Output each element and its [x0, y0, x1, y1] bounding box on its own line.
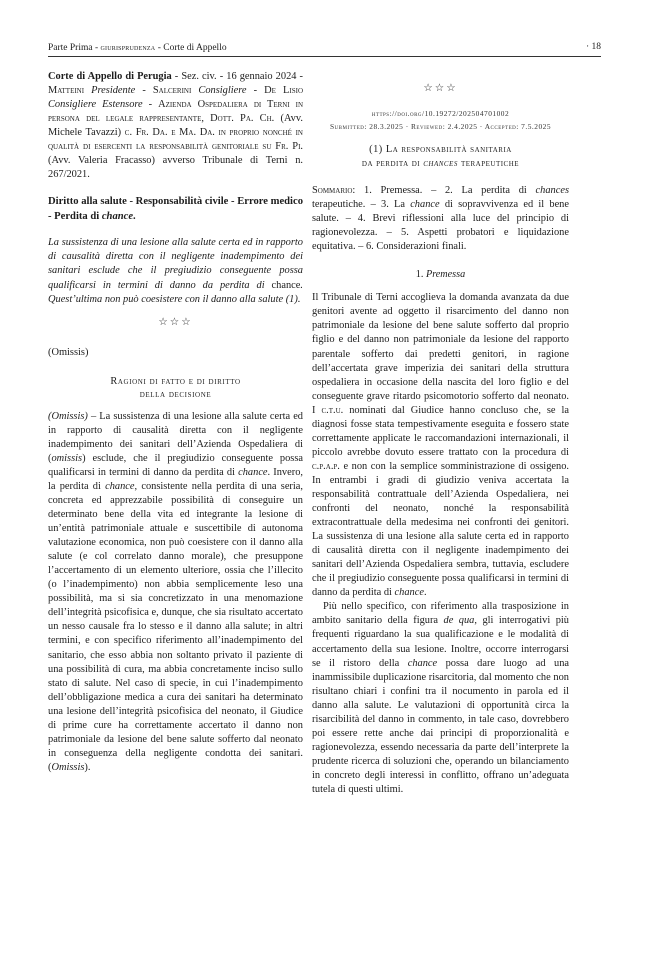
- summary: Sommario: 1. Premessa. – 2. La perdita di chances terapeutiche. – 3. La chance di sopravvivenza ed il bene salute. – 4. Brevi riflessioni alla luce del principio di ragionevolezza. – 5. Aspetti probatori e liquidazione equitativa. – 6. Considerazioni finali.: [312, 185, 569, 253]
- case-heading: Corte di Appello di Perugia - Sez. civ. - 16 gennaio 2024 - Matteini Presidente - Salcerini Consigliere - De Lisio Consigliere Estensore - Azienda Ospedaliera di Terni in persona del legale rappresentante, Dott. Pa. Ch. (Avv. Michele Tavazzi) c. Fr. Da. e Ma. Da. in proprio nonché in qualità di esercenti la responsabilità genitoriale su Fr. Pi. (Avv. Valeria Fracasso) avverso Tribunale di Terni n. 267/2021.: [48, 71, 304, 181]
- paragraph-2: Più nello specifico, con riferimento alla trasposizione in ambito sanitario della figura de qua, gli interrogativi più frequenti riguardano la sua qualificazione e le modalità di accertamento della sua lesione. Inoltre, occorre interrogarsi se il ristoro della chance possa dare luogo ad una inammissibile duplicazione risarcitoria, dal momento che non risultano chiari i confini tra il nocumento in parola ed il danno alla salute. Le valutazioni di opportunità circa la risarcibilità del danno in commento, in tale caso, dovrebbero poi essere rette anche dai principi di proporzionalità e ragionevolezza, essendo necessaria da parte dell’interprete la prudente ricerca di soluzioni che, operando un bilanciamento in concreto degli interessi in conflitto, offrano un’adeguata tutela di questi ultimi.: [312, 601, 570, 795]
- header-rule: [48, 56, 601, 57]
- reasons-heading: Ragioni di fatto e di diritto della decisione: [110, 375, 241, 401]
- decision-body: (Omissis) – La sussistenza di una lesione alla salute certa ed in rapporto di causalità diretta con il negligente inadempimento dei sanitari dell’Azienda Ospedaliera di (omissis) esclude, che il pregiudizio conseguente possa qualificarsi in termini di danno da perdita di chance. Invero, la perdita di chance, consistente nella perdita di una seria, concreta ed apprezzabile possibilità di conseguire un determinato bene della vita ed integrante la lesione di un’entità patrimoniale attuale e suscettibile di autonoma valutazione economica, non può coesistere con il danno alla salute (e col correlato danno morale), che presuppone l’accertamento di un elemento ulteriore, ossia che l’illecito (o l’inadempimento) non abbia semplicemente leso una possibilità, ma si sia concretizzato in una menomazione dell’integrità psicofisica e, dunque, che sia risultato accertato un nesso causale fra lo stesso e il danno alla salute; in altri termini, e con specifico riferimento all’inadempimento del sanitario, che esso abbia non soltanto privato il paziente di una possibilità di cura, ma abbia concretamente inciso sullo stato di salute. Nel caso di specie, in cui l’inadempimento dell’obbligazione medica a cura dei sanitari ha determinato una lesione dell’integrità psicofisica del neonato, il Giudice di prime cure ha correttamente accertato il danno non patrimoniale da lesione del bene salute sofferto dal neonato in conseguenza della negligente condotta dei sanitari. (Omissis).: [48, 410, 303, 773]
- running-header-left: Parte Prima - giurisprudenza - Corte di Appello: [48, 42, 227, 53]
- right-column: [312, 70, 569, 797]
- note-title: (1) La responsabilità sanitaria da perdita di chances terapeutiche: [361, 144, 520, 169]
- section-1-heading: 1. Premessa: [415, 269, 466, 281]
- header-section: giurisprudenza: [100, 42, 156, 52]
- subject-heading: Diritto alla salute - Responsabilità civile - Errore medico - Perdita di chance.: [48, 196, 303, 222]
- running-header: [48, 40, 601, 54]
- review-dates: Submitted: 28.3.2025 · Reviewed: 2.4.2025 · Accepted: 7.5.2025: [329, 121, 552, 131]
- doi: https://doi.org/10.19272/202504701002: [371, 109, 510, 119]
- stars-separator: ☆☆☆: [158, 316, 193, 328]
- headnote: La sussistenza di una lesione alla salute certa ed in rapporto di causalità diretta con il negligente inadempimento dei sanitari esclude che il pregiudizio conseguente possa qualificarsi in termini di danno da perdita di chance. Quest’ultima non può coesistere con il danno alla salute (1).: [48, 237, 303, 305]
- header-court: Corte di Appello: [163, 43, 227, 53]
- stars-separator-right: ☆☆☆: [423, 83, 458, 94]
- court-name: Corte di Appello di Perugia: [48, 71, 172, 82]
- page-number: · 18: [585, 42, 601, 52]
- omissis-line: (Omissis): [48, 346, 89, 358]
- header-part: Parte Prima: [48, 43, 93, 53]
- paragraph-1: Il Tribunale di Terni accoglieva la domanda avanzata da due genitori avente ad oggetto il risarcimento del danno non patrimoniale da lesione del bene salute sofferto dal proprio figlio e del danno non patrimoniale da lesione del rapporto parentale sofferto dai predetti genitori, in ragione dell’accertata grave imperizia dei sanitari della struttura ospedaliera in occasione della nascita del loro figlio e del conseguente grave ritardo psicomotorio sofferto dal neonato. I c.t.u. nominati dal Giudice hanno concluso che, se la diagnosi fosse stata tempestivamente eseguita e fossero state correttamente applicate le raccomandazioni internazionali, il piccolo avrebbe dovuto essere trattato con la procedura di c.p.a.p. e non con la semplice somministrazione di ossigeno. In entrambi i gradi di giudizio veniva accertata la responsabilità contrattuale dell’Azienda Ospedaliera, nei confronti del neonato, nonché la responsabilità extracontrattuale della medesima nei confronti dei genitori. La sussistenza di una lesione alla salute certa ed in rapporto di causalità diretta con il negligente inadempimento dei sanitari dell’Azienda Ospedaliera sembra, tuttavia, escludere che il pregiudizio conseguente possa qualificarsi in termini di danno da perdita di chance.: [312, 292, 569, 599]
- left-column: [48, 70, 303, 775]
